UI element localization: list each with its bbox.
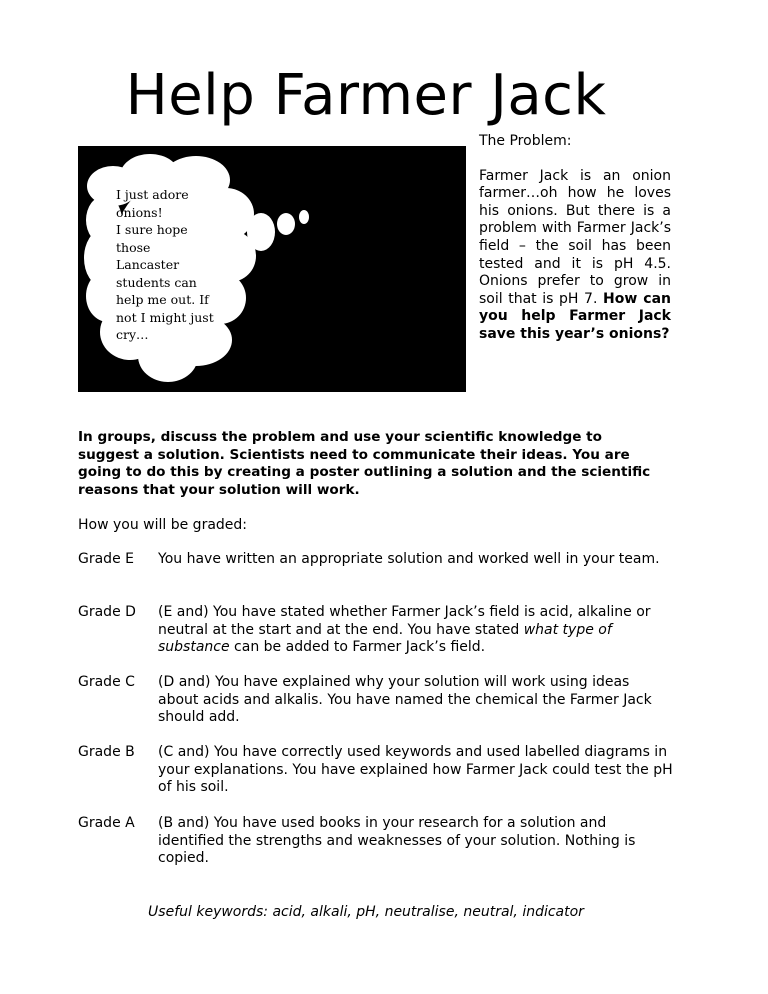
grade-d-text-start: (E and) You have stated whether Farmer Jack’s field is acid, alkaline or neutral at the start and at the end. You have stated bbox=[158, 604, 651, 638]
bubble-line: Lancaster bbox=[116, 257, 180, 272]
problem-heading: The Problem: bbox=[479, 133, 572, 149]
grade-d-text-end: can be added to Farmer Jack’s field. bbox=[229, 639, 486, 656]
grade-b-row bbox=[78, 744, 678, 797]
bubble-line: I just adore bbox=[116, 187, 189, 202]
bubble-line: cry… bbox=[116, 327, 149, 342]
grade-label: Grade E bbox=[78, 551, 134, 567]
thought-trail-dot-small bbox=[299, 210, 309, 224]
thought-bubble-text bbox=[116, 186, 240, 344]
problem-description: Farmer Jack is an onion farmer…oh how he loves his onions. But there is a problem with Farmer Jack’s field – the soil has been tested and it is pH 4.5. Onions prefer to grow in soil that is pH 7. bbox=[479, 167, 671, 307]
grading-heading: How you will be graded: bbox=[78, 517, 248, 533]
problem-question: How can you help Farmer Jack save this year’s onions? bbox=[479, 290, 671, 342]
bubble-line: those bbox=[116, 239, 151, 255]
grade-d-row bbox=[78, 604, 678, 657]
thought-trail-dot-medium bbox=[277, 213, 295, 235]
grade-label: Grade D bbox=[78, 604, 136, 620]
grade-a-row bbox=[78, 815, 678, 868]
grade-description: (D and) You have explained why your solution will work using ideas about acids and alkalis. You have named the chemical the Farmer Jack should add. bbox=[158, 674, 652, 726]
grade-label: Grade A bbox=[78, 815, 135, 831]
grade-description: You have written an appropriate solution and worked well in your team. bbox=[158, 551, 660, 567]
grade-description: (C and) You have correctly used keywords and used labelled diagrams in your explanations. You have explained how Farmer Jack could test the pH of his soil. bbox=[158, 744, 673, 796]
bubble-line: I sure hope bbox=[116, 222, 188, 237]
grade-d-text-italic: what type of substance bbox=[158, 621, 612, 656]
useful-keywords: Useful keywords: acid, alkali, pH, neutralise, neutral, indicator bbox=[148, 904, 584, 920]
bubble-line: not I might just bbox=[116, 309, 214, 325]
grade-description bbox=[158, 604, 673, 657]
grade-label: Grade C bbox=[78, 674, 135, 690]
grade-label: Grade B bbox=[78, 744, 135, 760]
thought-trail-dot-large bbox=[247, 213, 275, 251]
grade-description: (B and) You have used books in your research for a solution and identified the strengths and weaknesses of your solution. Nothing is copied. bbox=[158, 815, 636, 867]
task-instructions: In groups, discuss the problem and use your scientific knowledge to suggest a solution. Scientists need to communicate their ideas. You are going to do this by creating a poster outlining a solution and the scientific reasons that your solution will work. bbox=[78, 429, 651, 498]
bubble-line: help me out. If bbox=[116, 292, 209, 307]
problem-body bbox=[479, 168, 671, 344]
bubble-line: onions! bbox=[116, 204, 163, 220]
page-title: Help Farmer Jack bbox=[125, 63, 607, 128]
grade-e-row bbox=[78, 551, 678, 569]
bubble-line: students can bbox=[116, 274, 197, 290]
grade-c-row bbox=[78, 674, 678, 727]
problem-section bbox=[479, 133, 671, 344]
